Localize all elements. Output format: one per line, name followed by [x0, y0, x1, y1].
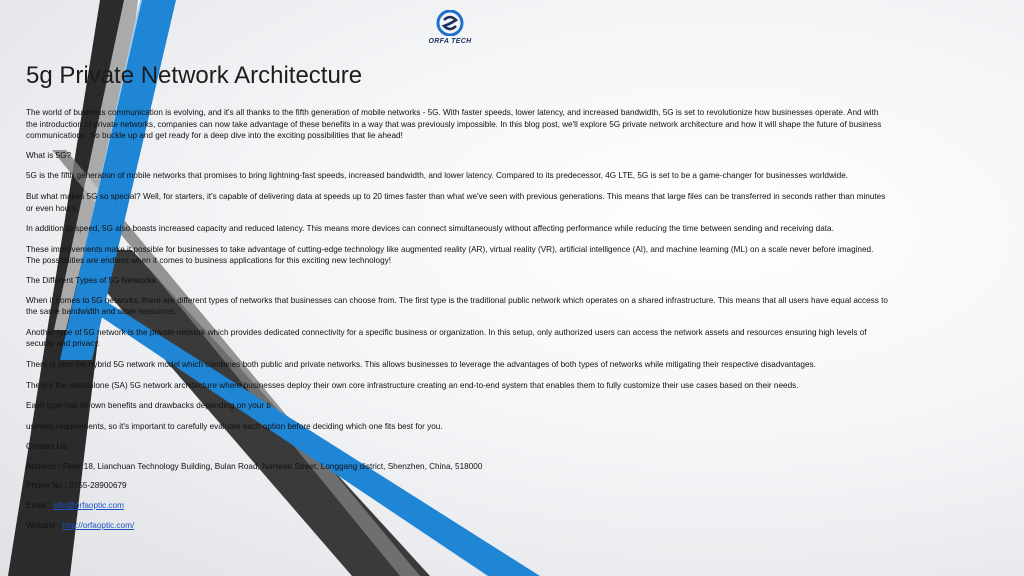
email-label: Email :	[26, 501, 52, 511]
paragraph-line: or even hours.	[26, 203, 79, 213]
paragraph-line: These improvements make it possible for businesses to take advantage of cutting-edge technology like augmented reality (AR), virtual reality (VR), artificial intelligence (AI), and machine learning (ML) on a scale never before imagined.	[26, 244, 874, 254]
contact-heading: Contact Us:	[26, 442, 69, 452]
phone-line: Phone No : 0755-28900679	[26, 481, 127, 491]
website-link[interactable]: http://orfaoptic.com/	[62, 520, 135, 530]
page-title: 5g Private Network Architecture	[26, 62, 363, 89]
address-line: Address : Floor 18, Lianchuan Technology Building, Bulan Road, Nanwan Street, Longgang district, Shenzhen, China, 518000	[26, 461, 483, 471]
paragraph-line: the same bandwidth and other resources.	[26, 307, 177, 317]
website-label: Website :	[26, 520, 60, 530]
paragraph-line: Each type has its own benefits and drawbacks depending on your b	[26, 401, 271, 411]
paragraph-line: The world of business communication is evolving, and it's all thanks to the fifth generation of mobile networks - 5G. With faster speeds, lower latency, and increased bandwidth, 5G is set to revolutionize how businesses operate. And with	[26, 108, 879, 117]
paragraph-line: But what makes 5G so special? Well, for starters, it's capable of delivering data at speeds up to 20 times faster than what we've seen with previous generations. This means that large files can be transferred in seconds rather than minutes	[26, 191, 886, 201]
paragraph-line: Another type of 5G network is the private network which provides dedicated connectivity for a specific business or organization. In this setup, only authorized users can access the network assets and resources ensuring high levels of	[26, 327, 867, 337]
orfa-tech-logo	[428, 10, 472, 45]
logo-text: ORFA TECH	[428, 38, 472, 45]
paragraph-line: The possibilities are endless when it comes to business applications for this exciting new technology!	[26, 256, 391, 266]
article-body	[26, 107, 1010, 531]
paragraph-line: 5G is the fifth generation of mobile networks that promises to bring lightning-fast speeds, increased bandwidth, and lower latency. Compared to its predecessor, 4G LTE, 5G is set to be a game-changer for businesses worldwide.	[26, 171, 849, 181]
paragraph-line: communications. So buckle up and get ready for a deep dive into the exciting possibilities that lie ahead!	[26, 131, 403, 141]
paragraph-line: security and privacy.	[26, 339, 101, 349]
section-heading: The Different Types of 5G Networks	[26, 275, 156, 285]
email-line	[26, 500, 1010, 512]
paragraph-line: There is also the hybrid 5G network model which combines both public and private networks. This allows businesses to leverage the advantages of both types of networks while mitigating their respective disadvantages.	[26, 359, 816, 369]
paragraph-line: the introduction of private networks, companies can now take advantage of these benefits in a way that was previously impossible. In this blog post, we'll explore 5G private network architecture and how it will shape the future of business	[26, 119, 882, 129]
email-link[interactable]: info@orfaoptic.com	[53, 501, 124, 511]
website-line	[26, 520, 1010, 532]
paragraph-line: usiness requirements, so it's important to carefully evaluate each option before deciding which one fits best for you.	[26, 421, 443, 431]
paragraph-line: When it comes to 5G networks, there are different types of networks that businesses can choose from. The first type is the traditional public network which operates on a shared infrastructure. This means that all users have equal access to	[26, 295, 888, 305]
logo-icon	[435, 10, 465, 36]
paragraph-line: There's the standalone (SA) 5G network architecture where businesses deploy their own core infrastructure creating an end-to-end system that enables them to fully customize their use cases based on their needs.	[26, 380, 799, 390]
section-heading: What is 5G?	[26, 150, 72, 160]
paragraph-line: In addition to speed, 5G also boasts increased capacity and reduced latency. This means more devices can connect simultaneously without affecting performance while reducing the time between sending and receiving data.	[26, 224, 834, 234]
